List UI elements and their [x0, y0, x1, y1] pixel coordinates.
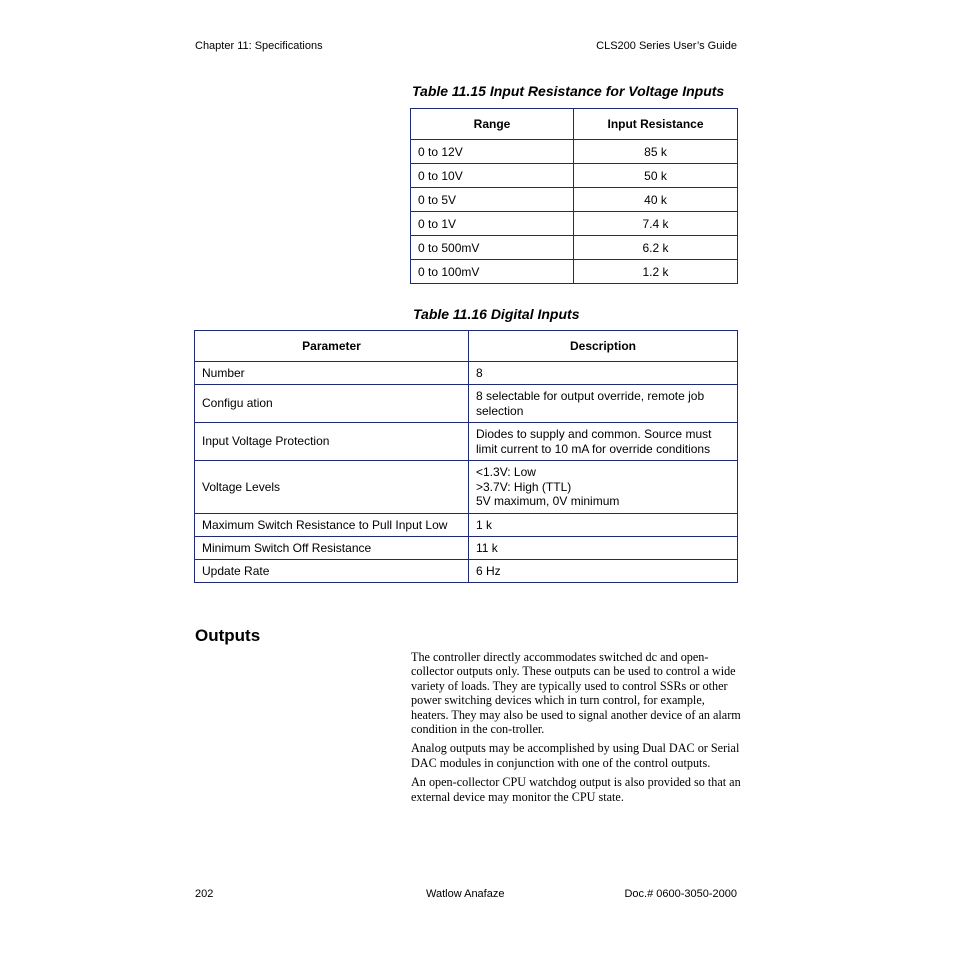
- description-line: selection: [476, 403, 524, 418]
- description-cell: [469, 560, 738, 583]
- footer-company: Watlow Anafaze: [426, 888, 505, 900]
- table-row: [411, 212, 738, 236]
- description-line: 1 k: [476, 517, 493, 532]
- parameter-cell: Voltage Levels: [195, 461, 469, 514]
- resistance-cell: 7.4 k: [574, 212, 738, 236]
- table-row: [411, 188, 738, 212]
- parameter-cell: Update Rate: [195, 560, 469, 583]
- range-cell: 0 to 5V: [411, 188, 574, 212]
- range-cell: 0 to 10V: [411, 164, 574, 188]
- description-line: <1.3V: Low: [476, 465, 536, 480]
- description-cell: [469, 385, 738, 423]
- outputs-body: [411, 650, 741, 809]
- table-row: [195, 537, 738, 560]
- table2-caption: Table 11.16 Digital Inputs: [413, 306, 580, 322]
- table-row: [195, 461, 738, 514]
- range-cell: 0 to 12V: [411, 140, 574, 164]
- page-number: 202: [195, 888, 214, 900]
- description-line: >3.7V: High (TTL): [476, 479, 572, 494]
- table-row: [411, 236, 738, 260]
- column-header: Parameter: [195, 331, 469, 362]
- parameter-cell: Input Voltage Protection: [195, 423, 469, 461]
- table-row: [195, 560, 738, 583]
- paragraph: Analog outputs may be accomplished by using Dual DAC or Serial DAC modules in conjunction with one of the control outputs.: [411, 741, 740, 770]
- description-cell: [469, 362, 738, 385]
- footer-doc-number: Doc.# 0600-3050-2000: [624, 888, 737, 900]
- column-header: Input Resistance: [574, 109, 738, 140]
- resistance-cell: 85 k: [574, 140, 738, 164]
- resistance-cell: 1.2 k: [574, 260, 738, 284]
- description-line: 8 selectable for output override, remote job: [476, 389, 705, 403]
- resistance-cell: 40 k: [574, 188, 738, 212]
- header-guide-title: CLS200 Series User’s Guide: [596, 40, 737, 52]
- table-row: [411, 140, 738, 164]
- description-line: 11 k: [476, 540, 498, 555]
- paragraph: The controller directly accommodates switched dc and open-collector outputs only. These outputs can be used to control a wide variety of loads. They are typically used to control SSRs or other power switching devices which in turn control, for example, heaters. They may also be used to signal another device of an alarm condition in the con-troller.: [411, 650, 741, 737]
- digital-inputs-table: [194, 330, 738, 583]
- table-row: [195, 385, 738, 423]
- table-row: [411, 260, 738, 284]
- table-header-row: [195, 331, 738, 362]
- table-row: [195, 362, 738, 385]
- paragraph: An open-collector CPU watchdog output is also provided so that an external device may monitor the CPU state.: [411, 775, 741, 804]
- table-row: [195, 423, 738, 461]
- outputs-heading: Outputs: [195, 626, 261, 645]
- table-row: [411, 164, 738, 188]
- parameter-cell: Maximum Switch Resistance to Pull Input Low: [195, 514, 469, 537]
- range-cell: 0 to 100mV: [411, 260, 574, 284]
- description-line: Diodes to supply and common. Source must: [476, 427, 712, 441]
- resistance-cell: 50 k: [574, 164, 738, 188]
- table1-caption: Table 11.15 Input Resistance for Voltage Inputs: [412, 83, 725, 99]
- parameter-cell: Configu ation: [195, 385, 469, 423]
- description-cell: [469, 537, 738, 560]
- description-line: 6 Hz: [476, 563, 501, 578]
- parameter-cell: Minimum Switch Off Resistance: [195, 537, 469, 560]
- description-cell: [469, 461, 738, 514]
- table-row: [195, 514, 738, 537]
- description-line: limit current to 10 mA for override conditions: [476, 441, 711, 456]
- description-line: 5V maximum, 0V minimum: [476, 494, 620, 509]
- description-line: 8: [476, 365, 483, 380]
- column-header: Description: [469, 331, 738, 362]
- parameter-cell: Number: [195, 362, 469, 385]
- description-cell: [469, 423, 738, 461]
- range-cell: 0 to 500mV: [411, 236, 574, 260]
- resistance-cell: 6.2 k: [574, 236, 738, 260]
- table-header-row: [411, 109, 738, 140]
- header-chapter: Chapter 11: Specifications: [195, 40, 323, 52]
- column-header: Range: [411, 109, 574, 140]
- input-resistance-table: [410, 108, 738, 284]
- range-cell: 0 to 1V: [411, 212, 574, 236]
- description-cell: [469, 514, 738, 537]
